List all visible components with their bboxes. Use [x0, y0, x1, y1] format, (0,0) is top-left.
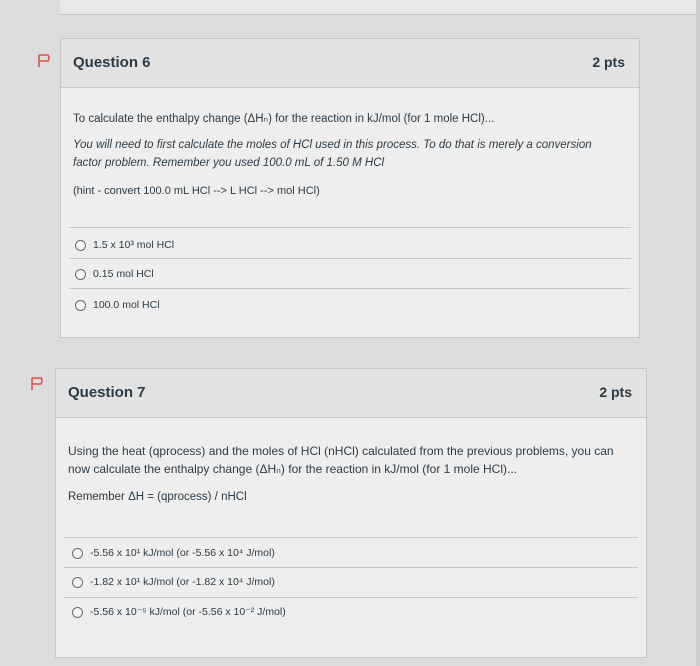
answer-option[interactable] [72, 547, 275, 559]
divider [64, 567, 638, 568]
divider [69, 258, 631, 259]
divider [69, 227, 631, 228]
divider [64, 597, 638, 598]
question-6-card [60, 38, 640, 338]
answer-label: -5.56 x 10⁻⁵ kJ/mol (or -5.56 x 10⁻² J/mol) [90, 606, 286, 618]
answer-option[interactable] [72, 606, 286, 618]
previous-question-bottom [60, 0, 700, 15]
question-text: To calculate the enthalpy change (ΔHₙ) for the reaction in kJ/mol (for 1 mole HCl)... [73, 113, 495, 125]
radio-button[interactable] [72, 607, 83, 618]
radio-button[interactable] [72, 577, 83, 588]
question-text: now calculate the enthalpy change (ΔHₙ) for the reaction in kJ/mol (for 1 mole HCl)... [68, 462, 517, 476]
question-7-card [55, 368, 647, 658]
answer-option[interactable] [75, 268, 154, 280]
answer-label: -1.82 x 10¹ kJ/mol (or -1.82 x 10⁴ J/mol) [90, 576, 275, 588]
question-title: Question 7 [68, 384, 146, 401]
divider [69, 288, 631, 289]
question-header [56, 369, 646, 418]
question-text: Using the heat (qprocess) and the moles of HCl (nHCl) calculated from the previous problems, you can [68, 444, 614, 458]
question-text: You will need to first calculate the moles of HCl used in this process. To do that is merely a conversion [73, 139, 592, 151]
radio-button[interactable] [75, 269, 86, 280]
question-header [61, 39, 639, 88]
flag-question-icon[interactable] [30, 377, 44, 391]
question-points: 2 pts [599, 384, 632, 400]
answer-label: 0.15 mol HCl [93, 268, 154, 280]
question-text: factor problem. Remember you used 100.0 mL of 1.50 M HCl [73, 157, 385, 169]
answer-label: 100.0 mol HCl [93, 299, 160, 311]
answer-label: -5.56 x 10¹ kJ/mol (or -5.56 x 10⁴ J/mol) [90, 547, 275, 559]
radio-button[interactable] [72, 548, 83, 559]
question-title: Question 6 [73, 54, 151, 71]
answer-option[interactable] [75, 299, 160, 311]
answer-option[interactable] [75, 239, 174, 251]
radio-button[interactable] [75, 300, 86, 311]
page-edge [696, 0, 700, 666]
question-points: 2 pts [592, 54, 625, 70]
flag-question-icon[interactable] [37, 54, 51, 68]
divider [64, 537, 638, 538]
radio-button[interactable] [75, 240, 86, 251]
hint-text: (hint - convert 100.0 mL HCl --> L HCl --> mol HCl) [73, 185, 320, 197]
formula-text: Remember ΔH = (qprocess) / nHCl [68, 491, 247, 503]
answer-label: 1.5 x 10³ mol HCl [93, 239, 175, 251]
answer-option[interactable] [72, 576, 275, 588]
